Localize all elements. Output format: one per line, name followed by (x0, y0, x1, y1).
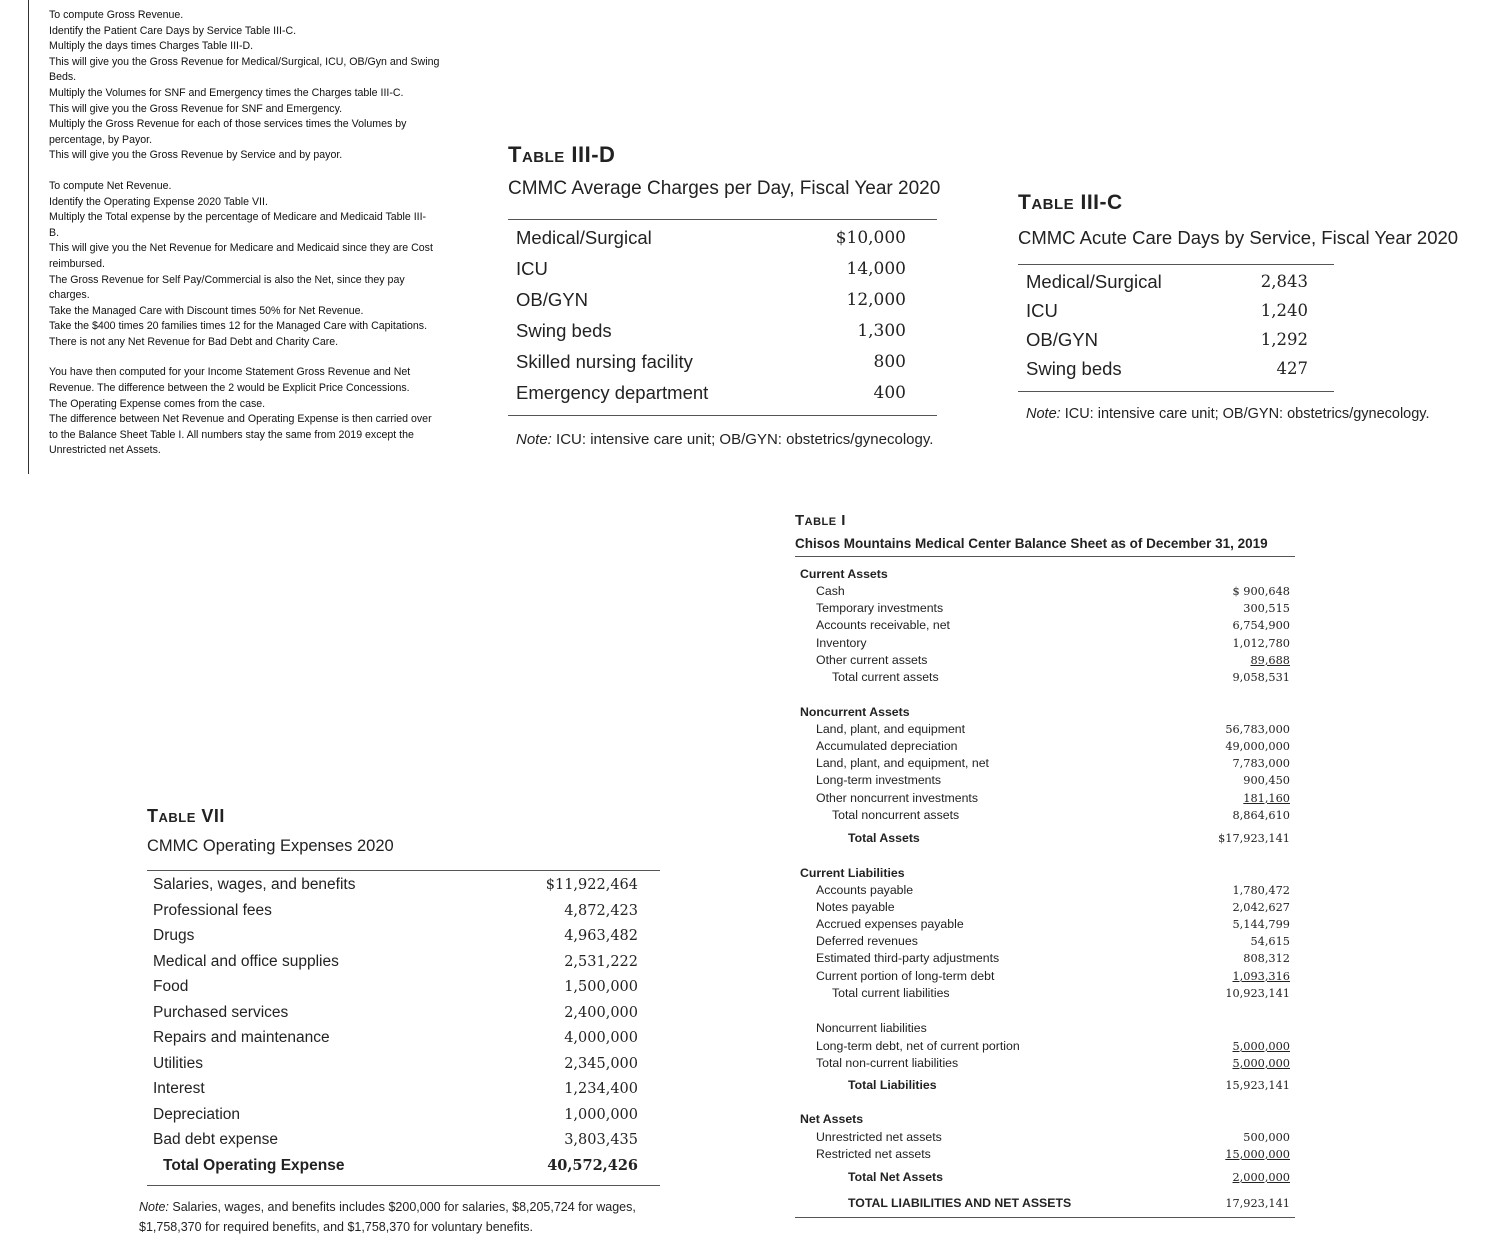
bs-value-accrued-expenses: 5,144,799 (1232, 918, 1290, 931)
bs-value-total-noncurrent-liabilities: 5,000,000 (1232, 1057, 1290, 1070)
row-value: 1,292 (1260, 330, 1308, 349)
bs-value-long-term-debt: 5,000,000 (1232, 1040, 1290, 1053)
bs-value-restricted-net-assets: 15,000,000 (1225, 1148, 1290, 1161)
table-row (516, 286, 906, 317)
table-row (1026, 355, 1308, 384)
table-3d-note (516, 431, 933, 448)
table-1-top-rule (795, 556, 1295, 557)
table-row (1026, 326, 1308, 355)
bs-label-temporary-investments: Temporary investments (816, 601, 944, 615)
table-3c-title: CMMC Acute Care Days by Service, Fiscal Year 2020 (1018, 227, 1459, 248)
table-row (153, 1128, 638, 1154)
section-header-current-assets: Current Assets (800, 567, 888, 581)
table-row (1026, 268, 1308, 297)
note-label: Note: (1026, 406, 1061, 422)
table-3d-body (516, 224, 906, 410)
table-row (153, 1052, 638, 1078)
table-row (516, 224, 906, 255)
row-value: $10,000 (835, 228, 906, 248)
row-label: OB/GYN (516, 289, 588, 310)
row-value: 1,240 (1260, 301, 1308, 320)
section-header-noncurrent-liabilities: Noncurrent liabilities (816, 1021, 927, 1035)
table-total-row (153, 1154, 638, 1180)
row-value: 427 (1276, 359, 1308, 378)
table-row (516, 348, 906, 379)
row-label: Skilled nursing facility (516, 351, 693, 372)
instruction-line: Take the $400 times 20 families times 12 for the Managed Care with Capitations. (49, 320, 428, 333)
instruction-line: Identify the Operating Expense 2020 Table VII. (49, 195, 268, 208)
bs-value-land-plant-equipment: 56,783,000 (1225, 723, 1290, 736)
row-value: 3,803,435 (564, 1132, 638, 1148)
bs-value-total-current-assets: 9,058,531 (1232, 671, 1290, 684)
bs-label-other-noncurrent-investments: Other noncurrent investments (816, 791, 978, 805)
row-label: Food (153, 978, 189, 995)
bs-value-third-party-adjustments: 808,312 (1243, 952, 1290, 965)
row-value: 14,000 (846, 259, 906, 279)
table-7-label: Table VII (147, 806, 225, 826)
row-label: Swing beds (1026, 358, 1122, 379)
table-row (153, 873, 638, 899)
bs-label-third-party-adjustments: Estimated third-party adjustments (816, 951, 1000, 965)
row-value: 12,000 (846, 290, 906, 310)
instruction-line: This will give you the Gross Revenue for SNF and Emergency. (49, 102, 343, 115)
instruction-line: Take the Managed Care with Discount times 50% for Net Revenue. (49, 304, 364, 317)
note-text: Salaries, wages, and benefits includes $200,000 for salaries, $8,205,724 for wages, $1,758,370 for required benefits, and $1,758,370 for voluntary benefits. (139, 1200, 636, 1234)
total-value: 40,572,426 (547, 1156, 638, 1174)
table-row (153, 1001, 638, 1027)
row-label: Bad debt expense (153, 1131, 278, 1148)
bs-label-land-plant-equipment: Land, plant, and equipment (816, 722, 966, 736)
table-3c-body (1026, 268, 1308, 384)
bs-value-accounts-payable: 1,780,472 (1232, 884, 1290, 897)
bs-value-other-noncurrent-investments: 181,160 (1243, 792, 1290, 805)
table-7-bottom-rule (147, 1185, 660, 1186)
instruction-line: percentage, by Payor. (49, 133, 153, 146)
row-value: 2,400,000 (564, 1004, 638, 1021)
bs-label-accrued-expenses: Accrued expenses payable (816, 917, 964, 931)
row-value: 800 (873, 352, 906, 372)
row-label: OB/GYN (1026, 329, 1098, 350)
row-label: ICU (1026, 300, 1058, 321)
row-label: Swing beds (516, 320, 612, 341)
row-label: Drugs (153, 927, 195, 944)
table-row (153, 1103, 638, 1129)
row-label: Interest (153, 1080, 205, 1097)
instruction-line: This will give you the Net Revenue for Medicare and Medicaid since they are Cost (49, 242, 433, 255)
row-label: Medical/Surgical (1026, 271, 1162, 292)
instruction-line: This will give you the Gross Revenue by Service and by payor. (49, 149, 343, 162)
table-7-title: CMMC Operating Expenses 2020 (147, 837, 394, 855)
bs-value-temporary-investments: 300,515 (1243, 602, 1290, 615)
bs-label-total-liabilities-net-assets: TOTAL LIABILITIES AND NET ASSETS (848, 1196, 1072, 1210)
table-3d-top-rule (508, 219, 937, 220)
section-header-net-assets: Net Assets (800, 1112, 864, 1126)
row-value: 2,345,000 (564, 1055, 638, 1072)
row-value: 2,531,222 (564, 953, 638, 970)
bs-value-total-assets: $17,923,141 (1218, 832, 1290, 845)
table-1-label: Table I (795, 512, 846, 529)
table-row (153, 950, 638, 976)
table-row (153, 975, 638, 1001)
instruction-line: to the Balance Sheet Table I. All numbers stay the same from 2019 except the (49, 428, 414, 441)
bs-value-accumulated-depreciation: 49,000,000 (1225, 740, 1290, 753)
instruction-line: To compute Gross Revenue. (49, 9, 184, 21)
bs-value-total-current-liabilities: 10,923,141 (1225, 987, 1290, 1000)
bs-label-long-term-debt: Long-term debt, net of current portion (816, 1039, 1020, 1053)
row-label: Medical and office supplies (153, 952, 339, 970)
row-label: Utilities (153, 1054, 203, 1072)
row-value: 4,963,482 (564, 928, 638, 944)
bs-label-notes-payable: Notes payable (816, 900, 895, 914)
instructions-text (49, 8, 479, 459)
bs-label-deferred-revenues: Deferred revenues (816, 934, 918, 948)
instruction-line: charges. (49, 289, 90, 302)
bs-label-total-current-liabilities: Total current liabilities (832, 986, 950, 1000)
bs-value-total-liabilities-net-assets: 17,923,141 (1225, 1197, 1290, 1210)
instruction-line: Multiply the days times Charges Table III-D. (49, 40, 254, 53)
row-value: 1,234,400 (564, 1081, 638, 1097)
table-row (153, 1026, 638, 1052)
instruction-line: You have then computed for your Income Statement Gross Revenue and Net (49, 366, 411, 379)
instruction-line: To compute Net Revenue. (49, 179, 172, 192)
note-label: Note: (516, 431, 552, 448)
table-3d-label: Table III-D (508, 142, 616, 167)
bs-value-current-portion-ltd: 1,093,316 (1232, 970, 1290, 983)
bs-label-total-liabilities: Total Liabilities (848, 1078, 937, 1092)
row-label: Purchased services (153, 1003, 289, 1021)
row-value: 4,000,000 (564, 1030, 638, 1046)
row-value: 4,872,423 (564, 902, 638, 919)
row-value: $11,922,464 (545, 877, 638, 893)
bs-value-total-noncurrent-assets: 8,864,610 (1232, 809, 1290, 822)
bs-value-accounts-receivable: 6,754,900 (1232, 619, 1290, 632)
left-margin-rule (28, 0, 29, 474)
row-value: 400 (873, 383, 906, 403)
instruction-line: Multiply the Total expense by the percentage of Medicare and Medicaid Table III- (49, 211, 427, 224)
table-row (153, 1077, 638, 1103)
bs-value-inventory: 1,012,780 (1232, 637, 1290, 650)
bs-label-accounts-receivable: Accounts receivable, net (816, 618, 950, 632)
instruction-line: This will give you the Gross Revenue for Medical/Surgical, ICU, OB/Gyn and Swing (49, 55, 440, 68)
total-label: Total Operating Expense (163, 1156, 345, 1174)
row-value: 1,000,000 (564, 1106, 638, 1123)
bs-label-inventory: Inventory (816, 636, 867, 650)
table-row (153, 924, 638, 950)
note-label: Note: (139, 1200, 169, 1214)
instruction-line: The difference between Net Revenue and Operating Expense is then carried over (49, 413, 432, 426)
row-value: 1,300 (857, 321, 906, 341)
table-row (153, 899, 638, 925)
instruction-line: Unrestricted net Assets. (49, 444, 161, 457)
table-row (516, 317, 906, 348)
table-7-top-rule (147, 870, 660, 871)
table-7-body (153, 873, 638, 1179)
row-label: ICU (516, 258, 548, 279)
bs-value-unrestricted-net-assets: 500,000 (1243, 1131, 1290, 1144)
table-3d-title: CMMC Average Charges per Day, Fiscal Year 2020 (508, 178, 941, 199)
row-value: 1,500,000 (564, 979, 638, 995)
bs-label-total-net-assets: Total Net Assets (848, 1170, 943, 1184)
table-1-title: Chisos Mountains Medical Center Balance Sheet as of December 31, 2019 (795, 536, 1268, 551)
row-label: Professional fees (153, 901, 272, 919)
instructions-para-income (49, 365, 479, 459)
bs-value-total-liabilities: 15,923,141 (1225, 1079, 1290, 1092)
note-text: ICU: intensive care unit; OB/GYN: obstetrics/gynecology. (1060, 406, 1430, 422)
bs-value-other-current-assets: 89,688 (1250, 654, 1290, 667)
row-label: Medical/Surgical (516, 227, 652, 248)
bs-label-lpe-net: Land, plant, and equipment, net (816, 756, 989, 770)
table-7-note (139, 1197, 659, 1237)
bs-label-other-current-assets: Other current assets (816, 653, 928, 667)
instruction-line: The Gross Revenue for Self Pay/Commercial is also the Net, since they pay (49, 273, 405, 286)
instruction-line: Multiply the Gross Revenue for each of those services times the Volumes by (49, 118, 407, 131)
table-3c-top-rule (1018, 264, 1334, 265)
bs-label-unrestricted-net-assets: Unrestricted net assets (816, 1130, 942, 1144)
instruction-line: Revenue. The difference between the 2 would be Explicit Price Concessions. (49, 382, 410, 395)
bs-value-lpe-net: 7,783,000 (1232, 757, 1290, 770)
instruction-line: There is not any Net Revenue for Bad Debt and Charity Care. (49, 335, 339, 348)
bs-label-cash: Cash (816, 584, 845, 598)
section-header-current-liabilities: Current Liabilities (800, 866, 905, 880)
bs-label-restricted-net-assets: Restricted net assets (816, 1147, 931, 1161)
bs-label-total-assets: Total Assets (848, 831, 920, 845)
row-label: Repairs and maintenance (153, 1029, 330, 1046)
bs-value-cash: $ 900,648 (1232, 585, 1290, 598)
section-header-noncurrent-assets: Noncurrent Assets (800, 705, 910, 719)
row-label: Salaries, wages, and benefits (153, 876, 356, 893)
bs-label-long-term-investments: Long-term investments (816, 773, 942, 787)
instructions-para-net (49, 179, 479, 351)
table-3c-note (1026, 406, 1430, 422)
row-value: 2,843 (1260, 272, 1308, 291)
instruction-line: Multiply the Volumes for SNF and Emergency times the Charges table III-C. (49, 86, 404, 99)
table-row (516, 379, 906, 410)
bs-value-total-net-assets: 2,000,000 (1232, 1171, 1290, 1184)
table-row (516, 255, 906, 286)
table-1-bottom-rule (795, 1217, 1295, 1218)
table-3c-label: Table III-C (1018, 191, 1123, 214)
row-label: Emergency department (516, 382, 709, 403)
bs-label-current-portion-ltd: Current portion of long-term debt (816, 969, 995, 983)
instructions-para-gross (49, 8, 479, 164)
table-3d-bottom-rule (508, 415, 937, 416)
instruction-line: The Operating Expense comes from the case. (49, 397, 266, 410)
bs-label-total-current-assets: Total current assets (832, 670, 939, 684)
bs-label-accounts-payable: Accounts payable (816, 883, 914, 897)
bs-value-notes-payable: 2,042,627 (1232, 901, 1290, 914)
instruction-line: Identify the Patient Care Days by Service Table III-C. (49, 24, 297, 37)
bs-label-total-noncurrent-assets: Total noncurrent assets (832, 808, 960, 822)
bs-value-deferred-revenues: 54,615 (1250, 935, 1290, 948)
instruction-line: Beds. (49, 71, 77, 84)
row-label: Depreciation (153, 1105, 241, 1123)
bs-label-total-noncurrent-liabilities: Total non-current liabilities (816, 1056, 959, 1070)
table-row (1026, 297, 1308, 326)
note-text: ICU: intensive care unit; OB/GYN: obstetrics/gynecology. (551, 431, 934, 448)
instruction-line: reimbursed. (49, 257, 105, 270)
bs-value-long-term-investments: 900,450 (1243, 774, 1290, 787)
instruction-line: B. (49, 226, 60, 239)
bs-label-accumulated-depreciation: Accumulated depreciation (816, 739, 958, 753)
table-3c-bottom-rule (1018, 391, 1334, 392)
